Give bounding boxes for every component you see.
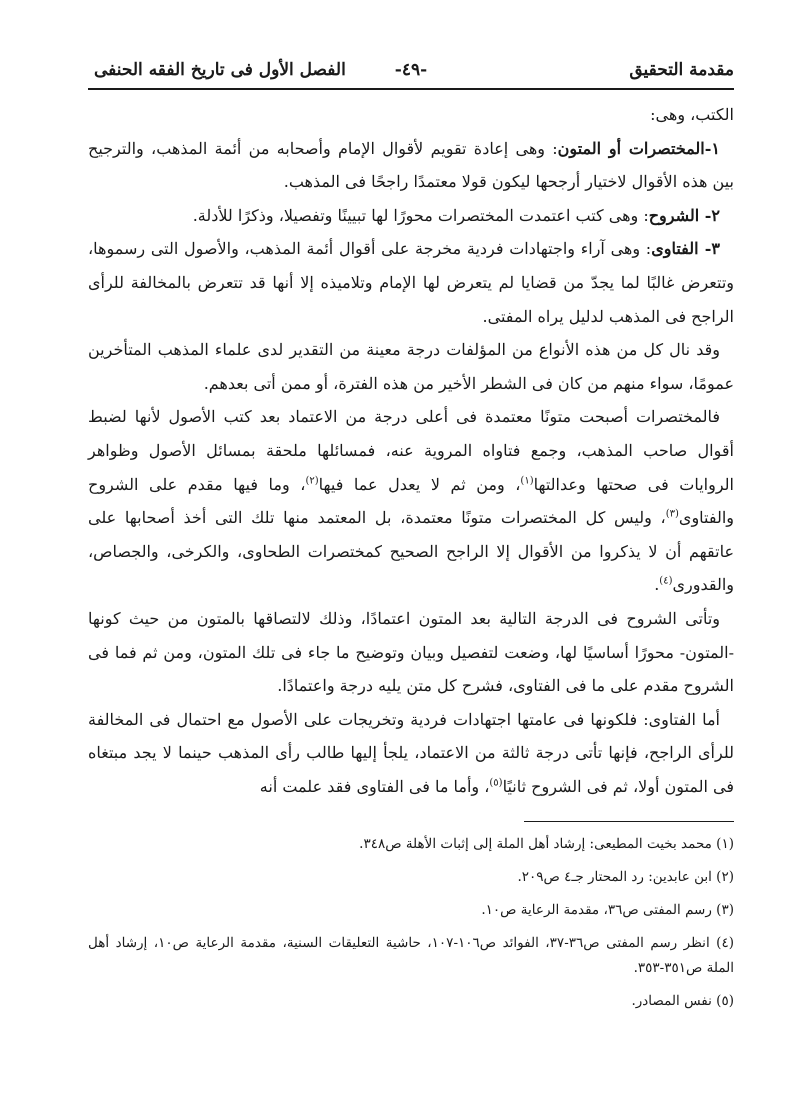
term-fatawa: ٣- الفتاوى: [651, 239, 721, 259]
paragraph-fatawa-definition: [88, 232, 734, 333]
text-segment: ، وأما ما فى الفتاوى فقد علمت أنه: [259, 776, 490, 796]
footnote-ref-1[interactable]: (١): [520, 475, 534, 487]
footnote-ref-4[interactable]: (٤): [659, 575, 673, 587]
footnote-5: (٥) نفس المصادر.: [631, 993, 734, 1010]
footnote-1: (١) محمد بخيت المطيعى: إرشاد أهل الملة إلى إثبات الأهلة ص٣٤٨.: [359, 836, 734, 853]
intro-line: الكتب، وهى:: [650, 105, 734, 124]
text-segment: ، وما فيها مقدم على الشروح والفتاوى: [88, 474, 735, 528]
book-page: [88, 58, 734, 1068]
footnote-4: (٤) انظر رسم المفتى ص٣٦-٣٧، الفوائد ص١٠٦-١٠٧، حاشية التعليقات السنية، مقدمة الرعاية ص١٠، إرشاد أهل الملة ص٣٥١-٣٥٣.: [88, 935, 734, 977]
definition-mukhtasarat: : وهى إعادة تقويم لأقوال الإمام وأصحابه من أئمة المذهب، والترجيح بين هذه الأقوال لاختيار أرجحها ليكون قولا معتمدًا راجحًا فى المذهب.: [88, 138, 734, 192]
term-mukhtasarat: ١-المختصرات أو المتون: [557, 138, 720, 158]
definition-shuruh: : وهى كتب اعتمدت المختصرات محورًا لها تبيينًا وتفصيلا، وذكرًا للأدلة.: [192, 205, 649, 225]
text-segment: ، وليس كل المختصرات متونًا معتمدة، بل المعتمد منها تلك التى أخذ أصحابها على عاتقهم أن لا يذكروا من الأقوال إلا الراجح الصحيح كمختصرات الطحاوى، والكرخى، والجصاص، والقدورى: [88, 508, 734, 595]
text-segment: .: [654, 575, 660, 595]
page-number: -٤٩-: [394, 60, 428, 80]
paragraph-shuruh-ranking: وتأتى الشروح فى الدرجة التالية بعد المتون اعتمادًا، وذلك لالتصاقها بالمتون من حيث كونها -المتون- محورًا أساسيًا لها، وضعت لتفصيل وبيان وتوضيح ما جاء فى تلك المتون، ومن ثم فما فى الشروح مقدم على ما فى الفتاوى، فشرح كل متن يليه درجة واعتمادًا.: [88, 608, 734, 696]
body-text: [88, 98, 734, 803]
paragraph-mukhtasarat-definition: [88, 132, 734, 199]
footnote-3: (٣) رسم المفتى ص٣٦، مقدمة الرعاية ص١٠.: [481, 902, 734, 919]
header-chapter-title: الفصل الأول فى تاريخ الفقه الحنفى: [94, 60, 346, 80]
footnotes: [88, 832, 734, 1014]
footnote-rule: [524, 821, 734, 822]
paragraph-fatawa-ranking: [88, 703, 734, 804]
text-segment: ، ومن ثم لا يعدل عما فيها: [318, 474, 521, 494]
running-header: [88, 58, 734, 88]
paragraph-ranking: وقد نال كل من هذه الأنواع من المؤلفات درجة معينة من التقدير لدى علماء المذهب المتأخرين عمومًا، سواء منهم من كان فى الشطر الأخير من هذه الفترة، أو ممن أتى بعدهم.: [88, 340, 734, 393]
paragraph-mukhtasarat-ranking: [88, 400, 734, 602]
paragraph-shuruh-definition: [88, 199, 734, 233]
header-section-title: مقدمة التحقيق: [629, 60, 734, 80]
footnote-2: (٢) ابن عابدين: رد المحتار جـ٤ ص٢٠٩.: [517, 869, 734, 886]
header-rule: [88, 88, 734, 90]
footnote-ref-3[interactable]: (٣): [665, 508, 679, 520]
text-segment: أما الفتاوى: فلكونها فى عامتها اجتهادات فردية وتخريجات على الأصول مع احتمال فى المخالفة للرأى الراجح، فإنها تأتى درجة ثالثة من الاعتماد، يلجأ إليها طالب رأى المذهب حينما لا يجد مبتغاه فى المتون أولا، ثم فى الشروح ثانيًا: [88, 709, 734, 796]
term-shuruh: ٢- الشروح: [648, 205, 720, 225]
definition-fatawa: : وهى آراء واجتهادات فردية مخرجة على أقوال أئمة المذهب، والأصول التى رسموها، وتتعرض غالبًا لما يجدّ من قضايا لم يتعرض لها الإمام وتلاميذه إلا أنها قد تتعرض بالمخالفة للرأى الراجح فى المذهب لدليل يراه المفتى.: [88, 239, 734, 326]
text-segment: فالمختصرات أصبحت متونًا معتمدة فى أعلى درجة من الاعتماد بعد كتب الأصول لأنها لضبط أقوال صاحب المذهب، وجمع فتاواه المروية عنه، فمسائلها ملحقة بمسائل الأصول وظواهر الروايات فى صحتها وعدالتها: [88, 407, 735, 494]
footnote-ref-2[interactable]: (٢): [305, 475, 319, 487]
footnote-ref-5[interactable]: (٥): [489, 777, 503, 789]
